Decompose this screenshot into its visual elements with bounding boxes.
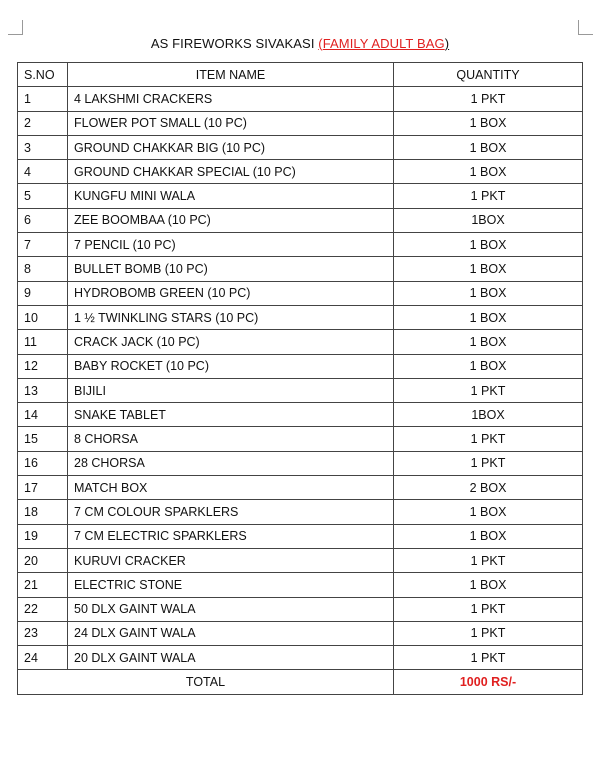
- row-item-name: 24 DLX GAINT WALA: [68, 621, 394, 645]
- row-sno: 23: [18, 621, 68, 645]
- row-quantity: 1 PKT: [394, 451, 583, 475]
- table-row: [18, 305, 583, 329]
- row-item-name: BABY ROCKET (10 PC): [68, 354, 394, 378]
- total-row: [18, 670, 583, 694]
- row-quantity: 1 BOX: [394, 573, 583, 597]
- row-quantity: 1 BOX: [394, 330, 583, 354]
- row-item-name: KURUVI CRACKER: [68, 548, 394, 572]
- row-item-name: HYDROBOMB GREEN (10 PC): [68, 281, 394, 305]
- row-quantity: 1 PKT: [394, 378, 583, 402]
- table-row: [18, 524, 583, 548]
- table-row: [18, 160, 583, 184]
- row-item-name: 7 PENCIL (10 PC): [68, 233, 394, 257]
- row-quantity: 1 BOX: [394, 257, 583, 281]
- row-item-name: ZEE BOOMBAA (10 PC): [68, 208, 394, 232]
- table-row: [18, 621, 583, 645]
- row-sno: 10: [18, 305, 68, 329]
- row-sno: 12: [18, 354, 68, 378]
- row-quantity: 1 BOX: [394, 111, 583, 135]
- row-quantity: 1 PKT: [394, 621, 583, 645]
- row-item-name: GROUND CHAKKAR BIG (10 PC): [68, 135, 394, 159]
- table-row: [18, 451, 583, 475]
- row-sno: 4: [18, 160, 68, 184]
- table-row: [18, 87, 583, 111]
- row-quantity: 1 PKT: [394, 427, 583, 451]
- table-row: [18, 233, 583, 257]
- table-row: [18, 281, 583, 305]
- title-close-paren: ): [444, 36, 450, 51]
- row-item-name: 4 LAKSHMI CRACKERS: [68, 87, 394, 111]
- table-row: [18, 427, 583, 451]
- table-row: [18, 646, 583, 670]
- row-sno: 24: [18, 646, 68, 670]
- items-table: [17, 62, 583, 695]
- row-item-name: 28 CHORSA: [68, 451, 394, 475]
- row-item-name: 7 CM ELECTRIC SPARKLERS: [68, 524, 394, 548]
- row-quantity: 1 BOX: [394, 281, 583, 305]
- title-company: AS FIREWORKS SIVAKASI: [150, 36, 319, 51]
- row-item-name: BULLET BOMB (10 PC): [68, 257, 394, 281]
- row-item-name: 20 DLX GAINT WALA: [68, 646, 394, 670]
- row-quantity: 1BOX: [394, 403, 583, 427]
- row-sno: 9: [18, 281, 68, 305]
- page-corner-mark-right: [578, 20, 593, 35]
- table-row: [18, 354, 583, 378]
- table-row: [18, 378, 583, 402]
- row-quantity: 1 BOX: [394, 500, 583, 524]
- row-quantity: 1 PKT: [394, 87, 583, 111]
- total-label: TOTAL: [18, 670, 394, 694]
- table-row: [18, 208, 583, 232]
- row-item-name: MATCH BOX: [68, 476, 394, 500]
- row-sno: 18: [18, 500, 68, 524]
- table-row: [18, 257, 583, 281]
- row-sno: 11: [18, 330, 68, 354]
- row-quantity: 1 BOX: [394, 135, 583, 159]
- row-quantity: 1 PKT: [394, 548, 583, 572]
- row-sno: 17: [18, 476, 68, 500]
- row-item-name: GROUND CHAKKAR SPECIAL (10 PC): [68, 160, 394, 184]
- row-quantity: 1 BOX: [394, 524, 583, 548]
- table-row: [18, 548, 583, 572]
- table-row: [18, 500, 583, 524]
- title-open-paren: (: [318, 36, 323, 51]
- row-item-name: 50 DLX GAINT WALA: [68, 597, 394, 621]
- row-item-name: KUNGFU MINI WALA: [68, 184, 394, 208]
- table-row: [18, 135, 583, 159]
- row-item-name: FLOWER POT SMALL (10 PC): [68, 111, 394, 135]
- row-sno: 13: [18, 378, 68, 402]
- row-sno: 5: [18, 184, 68, 208]
- row-quantity: 1 PKT: [394, 184, 583, 208]
- table-row: [18, 403, 583, 427]
- row-quantity: 1 PKT: [394, 646, 583, 670]
- table-row: [18, 111, 583, 135]
- row-sno: 20: [18, 548, 68, 572]
- row-quantity: 1 BOX: [394, 160, 583, 184]
- row-item-name: 8 CHORSA: [68, 427, 394, 451]
- row-sno: 16: [18, 451, 68, 475]
- row-item-name: 1 ½ TWINKLING STARS (10 PC): [68, 305, 394, 329]
- row-item-name: 7 CM COLOUR SPARKLERS: [68, 500, 394, 524]
- row-quantity: 1 BOX: [394, 305, 583, 329]
- row-item-name: BIJILI: [68, 378, 394, 402]
- row-item-name: SNAKE TABLET: [68, 403, 394, 427]
- header-quantity: QUANTITY: [394, 63, 583, 87]
- row-sno: 6: [18, 208, 68, 232]
- row-sno: 2: [18, 111, 68, 135]
- row-quantity: 2 BOX: [394, 476, 583, 500]
- total-value: 1000 RS/-: [394, 670, 583, 694]
- row-sno: 19: [18, 524, 68, 548]
- page-corner-mark-left: [8, 20, 23, 35]
- header-sno: S.NO: [18, 63, 68, 87]
- row-quantity: 1 BOX: [394, 354, 583, 378]
- title-bag-name: FAMILY ADULT BAG: [322, 36, 445, 51]
- table-header-row: [18, 63, 583, 87]
- row-sno: 8: [18, 257, 68, 281]
- row-sno: 1: [18, 87, 68, 111]
- row-quantity: 1BOX: [394, 208, 583, 232]
- table-row: [18, 597, 583, 621]
- table-row: [18, 573, 583, 597]
- row-sno: 22: [18, 597, 68, 621]
- row-sno: 14: [18, 403, 68, 427]
- row-sno: 21: [18, 573, 68, 597]
- row-quantity: 1 PKT: [394, 597, 583, 621]
- row-sno: 3: [18, 135, 68, 159]
- table-row: [18, 330, 583, 354]
- row-sno: 15: [18, 427, 68, 451]
- row-sno: 7: [18, 233, 68, 257]
- document-title: [0, 36, 600, 51]
- row-item-name: CRACK JACK (10 PC): [68, 330, 394, 354]
- row-quantity: 1 BOX: [394, 233, 583, 257]
- table-row: [18, 476, 583, 500]
- header-item-name: ITEM NAME: [68, 63, 394, 87]
- row-item-name: ELECTRIC STONE: [68, 573, 394, 597]
- table-row: [18, 184, 583, 208]
